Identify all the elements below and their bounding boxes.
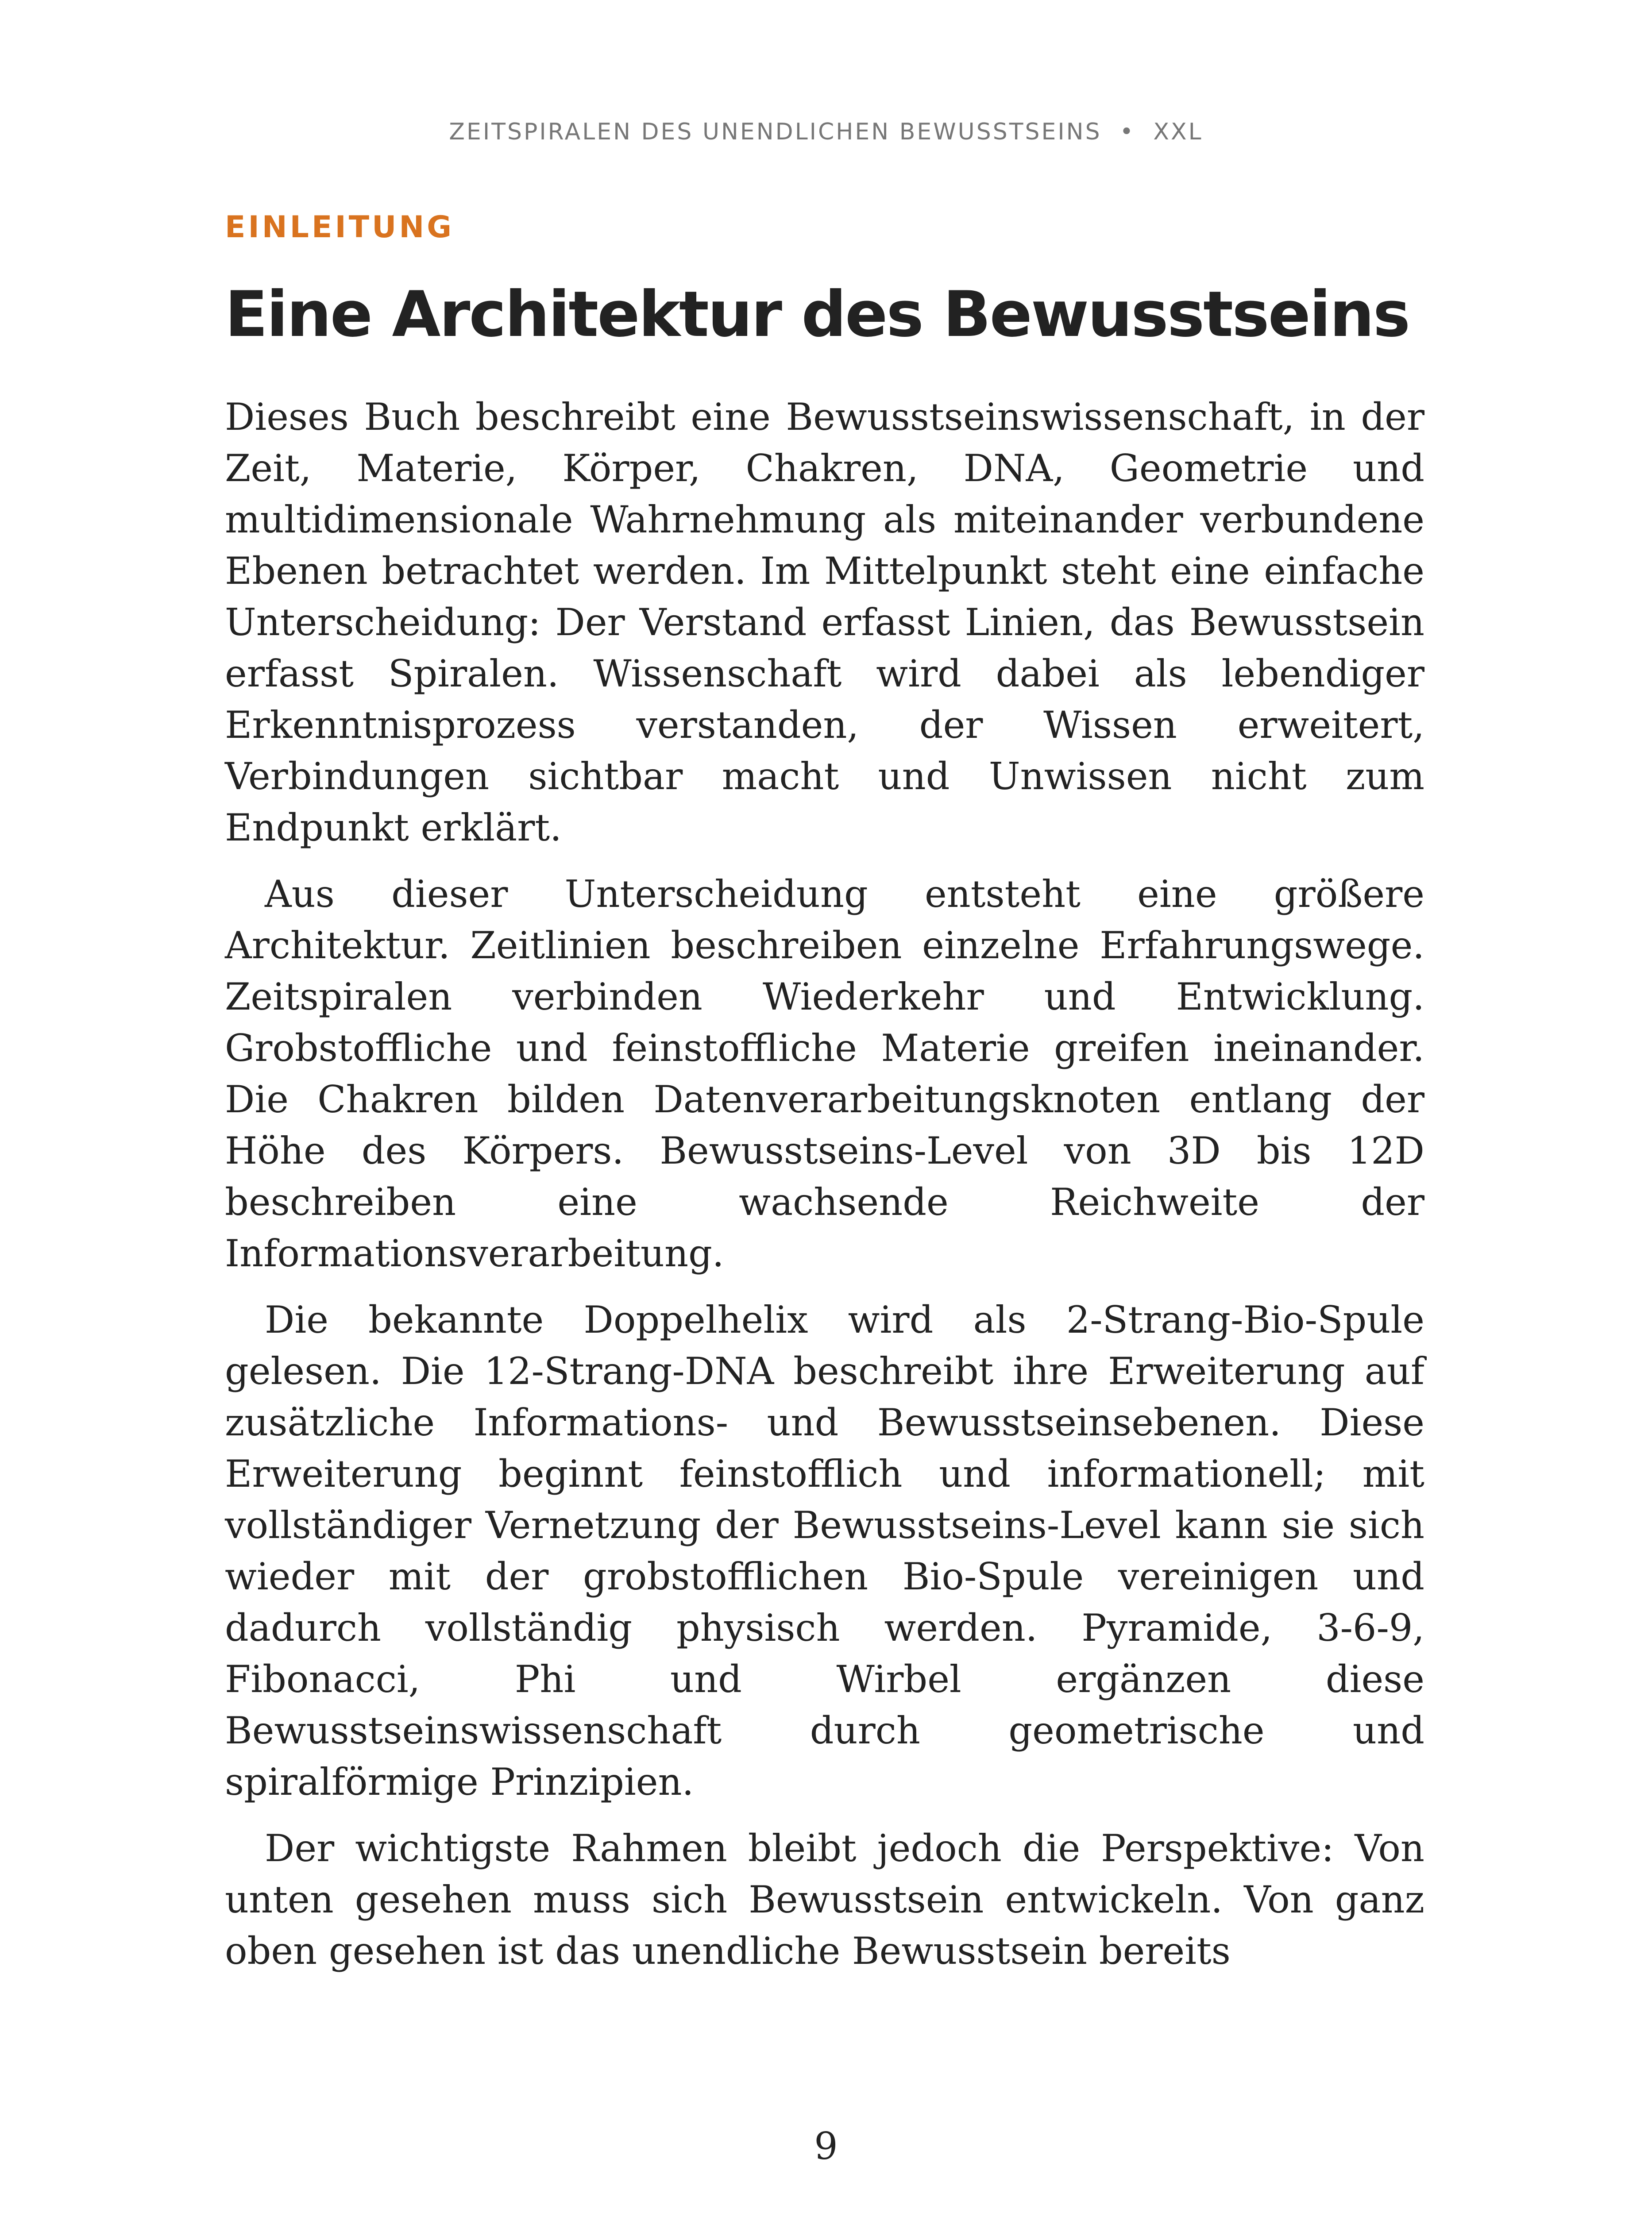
running-header-edition: XXL (1153, 119, 1203, 145)
paragraph-2: Aus dieser Unterscheidung entsteht eine größere Architektur. Zeitlinien beschreiben einzelne Erfahrungswege. Zeitspiralen verbinden Wiederkehr und Entwicklung. Grobstoffliche und feinstoffliche Materie greifen ineinander. Die Chakren bilden Datenverarbeitungsknoten entlang der Höhe des Körpers. Bewusstseins-Level von 3D bis 12D beschreiben eine wachsende Reichweite der Informationsverarbeitung. (225, 872, 1424, 1275)
running-header (0, 119, 1652, 145)
page-number: 9 (814, 2124, 838, 2168)
paragraph-3: Die bekannte Doppelhelix wird als 2-Strang-Bio-Spule gelesen. Die 12-Strang-DNA beschreibt ihre Erweiterung auf zusätzliche Informations- und Bewusstseinsebenen. Diese Erweiterung beginnt feinstofflich und informationell; mit vollständiger Vernetzung der Bewusstseins-Level kann sie sich wieder mit der grobstofflichen Bio-Spule vereinigen und dadurch vollständig physisch werden. Pyramide, 3-6-9, Fibonacci, Phi und Wirbel ergänzen diese Bewusstseinswissenschaft durch geometrische und spiralförmige Prinzipien. (225, 1298, 1424, 1804)
paragraph-4: Der wichtigste Rahmen bleibt jedoch die Perspektive: Von unten gesehen muss sich Bewusstsein entwickeln. Von ganz oben gesehen ist das unendliche Bewusstsein bereits (225, 1827, 1424, 1973)
body-text (225, 391, 1424, 1977)
running-header-separator: • (1119, 119, 1135, 145)
page-content (225, 212, 1424, 1977)
paragraph-1: Dieses Buch beschreibt eine Bewusstseinswissenschaft, in der Zeit, Materie, Körper, Chakren, DNA, Geometrie und multidimensionale Wahrnehmung als miteinander verbundene Ebenen betrachtet werden. Im Mittelpunkt steht eine einfache Unterscheidung: Der Verstand erfasst Linien, das Bewusstsein erfasst Spiralen. Wissenschaft wird dabei als lebendiger Erkenntnisprozess verstanden, der Wissen erweitert, Verbindungen sichtbar macht und Unwissen nicht zum Endpunkt erklärt. (225, 395, 1424, 849)
running-header-title: ZEITSPIRALEN DES UNENDLICHEN BEWUSSTSEINS (449, 119, 1102, 145)
chapter-kicker: EINLEITUNG (225, 210, 455, 245)
chapter-title: Eine Architektur des Bewusstseins (225, 278, 1409, 351)
